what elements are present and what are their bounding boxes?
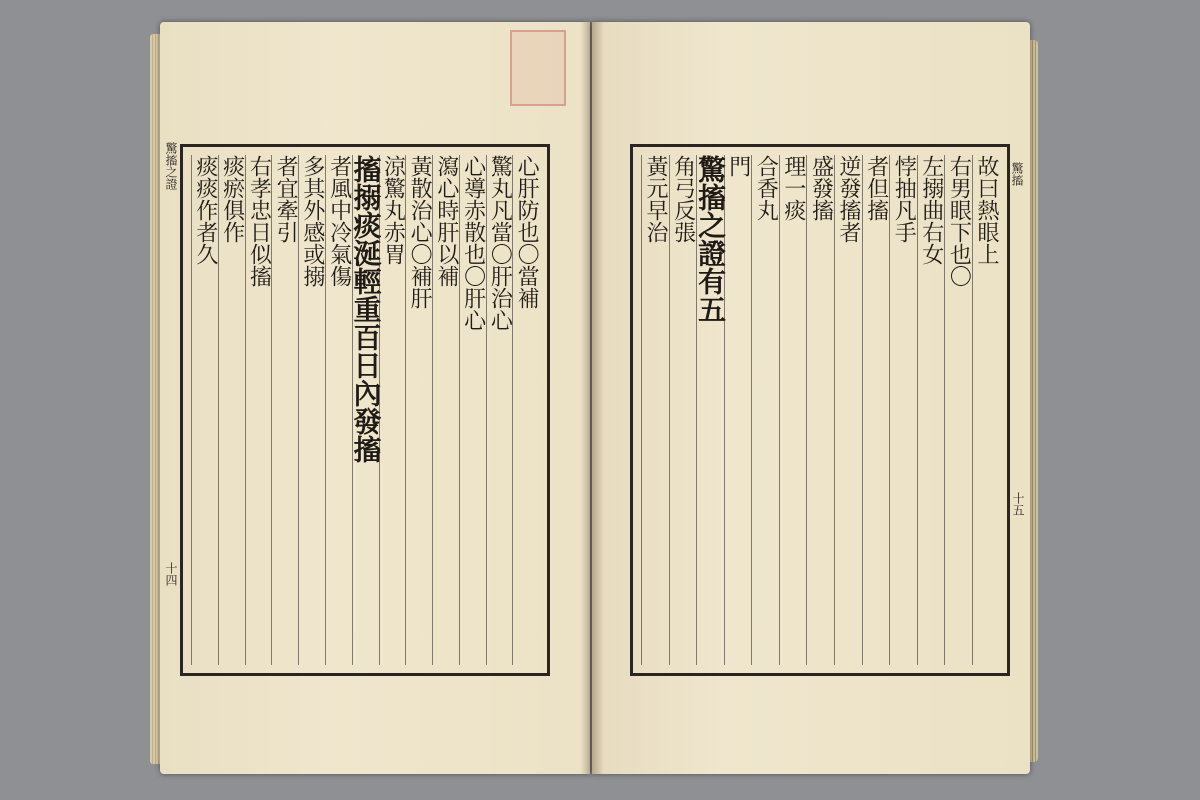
left-text-column: [245, 155, 272, 665]
left-column-text: 痰瘀俱作: [219, 155, 245, 243]
left-column-text: 心肝防也〇當補: [514, 155, 540, 309]
margin-note-text: 驚搐: [1010, 162, 1024, 186]
right-text-column: [641, 155, 668, 665]
right-column-text: 黃元早治: [643, 155, 668, 243]
left-text-column: [512, 155, 539, 665]
right-text-column: [889, 155, 916, 665]
right-column-text: 驚搐之證有五: [694, 155, 728, 323]
margin-note-text: 驚搐之證: [164, 142, 178, 190]
right-text-column: [862, 155, 889, 665]
right-column-text: 合香丸: [753, 155, 779, 221]
left-column-text: 者風中冷氣傷: [326, 155, 352, 287]
left-text-column: [325, 155, 352, 665]
left-text-frame: [180, 144, 550, 676]
right-text-columns: [641, 155, 999, 665]
left-column-text: 右孝忠日似搐: [246, 155, 272, 287]
left-column-text: 心導赤散也〇肝心: [460, 155, 486, 331]
left-text-column: [298, 155, 325, 665]
right-column-text: 故曰熱眼上: [973, 155, 999, 265]
right-text-column: [694, 155, 728, 665]
left-text-column: [486, 155, 513, 665]
right-text-column: [834, 155, 861, 665]
open-book: [160, 22, 1030, 774]
left-text-column: [459, 155, 486, 665]
library-seal: [510, 30, 566, 106]
right-column-text: 逆發搐者: [836, 155, 862, 243]
left-column-text: 涼驚丸赤胃: [380, 155, 406, 265]
left-column-text: 痰痰作者久: [192, 155, 218, 265]
right-page-number: 十五: [1011, 492, 1025, 516]
right-text-column: [806, 155, 833, 665]
right-column-text: 角弓反張: [670, 155, 696, 243]
left-column-text: 驚丸凡當〇肝治心: [487, 155, 513, 331]
right-text-column: [972, 155, 999, 665]
left-column-text: 瀉心時肝以補: [433, 155, 459, 287]
right-column-text: 盛發搐: [808, 155, 834, 221]
left-column-text: 者宜牽引: [273, 155, 299, 243]
right-column-text: 悖抽凡手: [891, 155, 917, 243]
left-page: [160, 22, 590, 774]
left-margin-note: [162, 142, 180, 190]
left-text-column: [271, 155, 298, 665]
book-gutter: [580, 22, 604, 774]
right-text-column: [751, 155, 778, 665]
right-column-text: 右男眼下也〇: [946, 155, 972, 287]
right-column-text: 理一痰: [780, 155, 806, 221]
right-text-column: [944, 155, 971, 665]
right-text-column: [724, 155, 751, 665]
left-text-column: [218, 155, 245, 665]
right-column-text: 者但搐: [863, 155, 889, 221]
left-column-text: 搐搦痰涎輕重百日內發搐: [349, 155, 383, 463]
left-text-column: [349, 155, 383, 665]
left-page-number: 十四: [164, 562, 178, 586]
right-column-text: 門: [725, 155, 751, 177]
right-text-frame: [630, 144, 1010, 676]
left-column-text: 黃散治心〇補肝: [407, 155, 433, 309]
left-column-text: 多其外感或搦: [299, 155, 325, 287]
right-margin-note: [1008, 162, 1026, 186]
left-text-column: [432, 155, 459, 665]
right-column-text: 左搦曲右女: [918, 155, 944, 265]
left-text-column: [379, 155, 406, 665]
left-text-columns: [191, 155, 539, 665]
right-page: [592, 22, 1030, 774]
right-text-column: [917, 155, 944, 665]
left-text-column: [405, 155, 432, 665]
right-text-column: [669, 155, 696, 665]
left-text-column: [191, 155, 218, 665]
right-text-column: [779, 155, 806, 665]
